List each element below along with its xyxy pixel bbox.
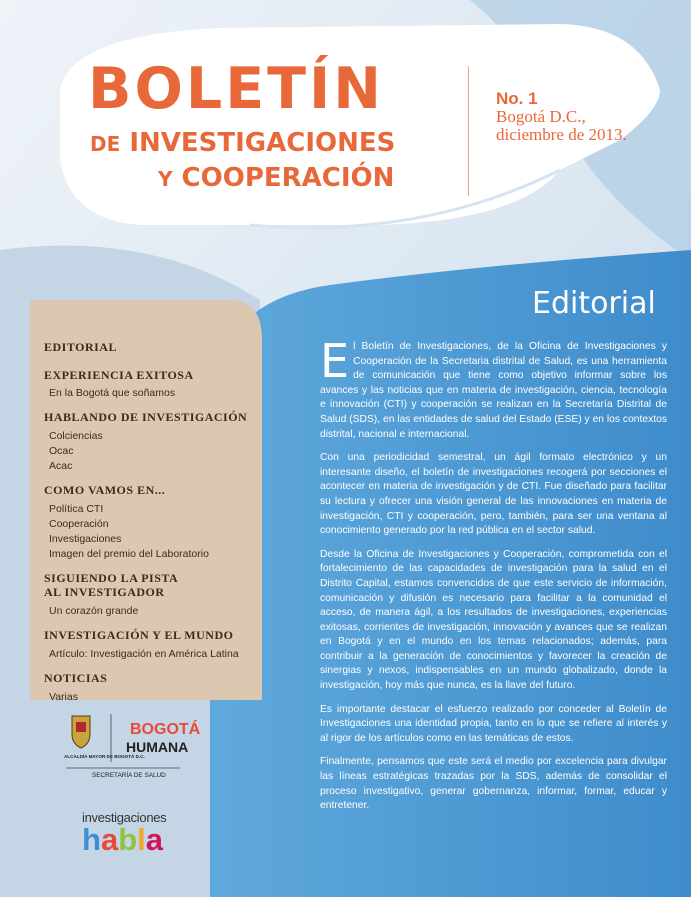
- contents-item[interactable]: Un corazón grande: [49, 605, 139, 617]
- contents-item[interactable]: Colciencias: [49, 430, 103, 442]
- habla-wordmark: [82, 822, 166, 857]
- editorial-paragraph: Con una periodicidad semestral, un ágil formato electrónico y un interesante diseño, el boletín de investigaciones recogerá por secciones el acontecer en materia de investigación y de CTI. Fue diseñado para facilitar su lectura y ofrecer una visión general de las innovaciones en materia de investigación, CTI y cooperación, pero, también, para ser una ventana al conocimiento generado por la red pública en el sector salud.: [320, 452, 667, 537]
- issue-divider: [468, 66, 469, 196]
- editorial-heading: Editorial: [532, 286, 656, 321]
- investigaciones-habla-logo: [82, 810, 166, 855]
- contents-section-title[interactable]: COMO VAMOS EN...: [44, 483, 166, 497]
- habla-letter: a: [145, 822, 163, 857]
- logo-graphics: [62, 712, 202, 782]
- newsletter-subtitle-line2: Y COOPERACIÓN: [158, 163, 395, 193]
- bogota-wordmark: BOGOTÁ: [130, 721, 201, 738]
- contents-item[interactable]: Política CTI: [49, 503, 104, 515]
- institution-logos: [62, 712, 202, 782]
- issue-date: diciembre de 2013.: [496, 125, 627, 144]
- contents-section-title[interactable]: EDITORIAL: [44, 340, 117, 354]
- masthead: [78, 58, 458, 196]
- contents-sidebar: [30, 340, 262, 705]
- contents-section: [30, 340, 262, 354]
- habla-letter: h: [82, 822, 101, 857]
- contents-item[interactable]: Acac: [49, 460, 73, 472]
- editorial-paragraph: El Boletín de Investigaciones, de la Oficina de Investigaciones y Cooperación de la Secretaria distrital de Salud, es una herramienta de comunicación que tiene como objetivo informar sobre los avances y las noticias que en materia de investigación, ciencia, tecnología e innovación (CTI) y cooperación se realizan en la Secretaría Distrital de Salud (SDS), en las entidades de salud del Estado (ESE) y en los contextos distrital, nacional e internacional.: [320, 334, 667, 440]
- drop-cap: E: [320, 334, 350, 388]
- contents-section: [30, 368, 262, 401]
- contents-section: [30, 571, 262, 619]
- contents-section-title[interactable]: HABLANDO DE INVESTIGACIÓN: [44, 410, 248, 424]
- contents-section-title[interactable]: SIGUIENDO LA PISTA: [44, 571, 179, 585]
- contents-item[interactable]: Investigaciones: [49, 533, 122, 545]
- issue-place: Bogotá D.C.,: [496, 107, 586, 126]
- habla-letter: b: [118, 822, 138, 857]
- secretaria-text: SECRETARÍA DE SALUD: [92, 772, 166, 779]
- contents-section-title[interactable]: EXPERIENCIA EXITOSA: [44, 368, 194, 382]
- editorial-paragraph: Es importante destacar el esfuerzo realizado por conceder al Boletín de Investigaciones una identidad propia, tanto en lo que se refiere al interés y al rigor de los artículos como en las temáticas de estos.: [320, 703, 667, 744]
- habla-letter: l: [137, 822, 146, 857]
- coat-of-arms-icon: [72, 716, 90, 748]
- contents-item[interactable]: Varias: [49, 691, 78, 703]
- contents-item[interactable]: Cooperación: [49, 518, 109, 530]
- alcaldia-text: ALCALDÍA MAYOR DE BOGOTÁ D.C.: [64, 754, 145, 759]
- editorial-body: [320, 334, 667, 823]
- contents-section: [30, 410, 262, 474]
- humana-wordmark: HUMANA: [126, 739, 189, 755]
- habla-letter: a: [100, 822, 119, 857]
- contents-section-title-line2[interactable]: AL INVESTIGADOR: [44, 585, 165, 599]
- issue-info: [496, 90, 627, 144]
- editorial-paragraph: Desde la Oficina de Investigaciones y Cooperación, comprometida con el fortalecimiento de las capacidades de investigación para la salud en el Distrito Capital, estamos convencidos de que este servicio de información, comunicación y difusión es necesario para facilitar a la comunidad el acceso, de manera ágil, a los resultados de investigaciones, experiencias exitosas, corrientes de investigación, innovación y avances que se realizan en Bogotá y en el mundo en los temas relacionados; además, para contribuir a la generación de conocimientos y favorecer la creación de sinergias y nexos, indispensables en un mundo globalizado, donde la investigación, hoy más que nunca, es la llave del futuro.: [320, 548, 667, 692]
- contents-item[interactable]: Ocac: [49, 445, 74, 457]
- editorial-paragraph: Finalmente, pensamos que este será el medio por excelencia para divulgar las líneas estratégicas trazadas por la SDS, además de consolidar el proceso investigativo, generar gobernanza, informar, formar, educar y entretener.: [320, 756, 667, 812]
- newsletter-title: BOLETÍN: [88, 56, 384, 122]
- contents-section: [30, 628, 262, 662]
- contents-item[interactable]: Imagen del premio del Laboratorio: [49, 548, 209, 560]
- contents-section-title[interactable]: NOTICIAS: [44, 671, 108, 685]
- newsletter-subtitle-line1: DE INVESTIGACIONES: [90, 128, 396, 158]
- contents-section-title[interactable]: INVESTIGACIÓN Y EL MUNDO: [44, 628, 234, 642]
- issue-number: No. 1: [496, 89, 538, 108]
- contents-item[interactable]: Artículo: Investigación en América Latina: [49, 648, 239, 660]
- contents-item[interactable]: En la Bogotá que soñamos: [49, 387, 176, 399]
- habla-top-text: investigaciones: [82, 810, 167, 825]
- contents-section: [30, 671, 262, 705]
- contents-section: [30, 483, 262, 562]
